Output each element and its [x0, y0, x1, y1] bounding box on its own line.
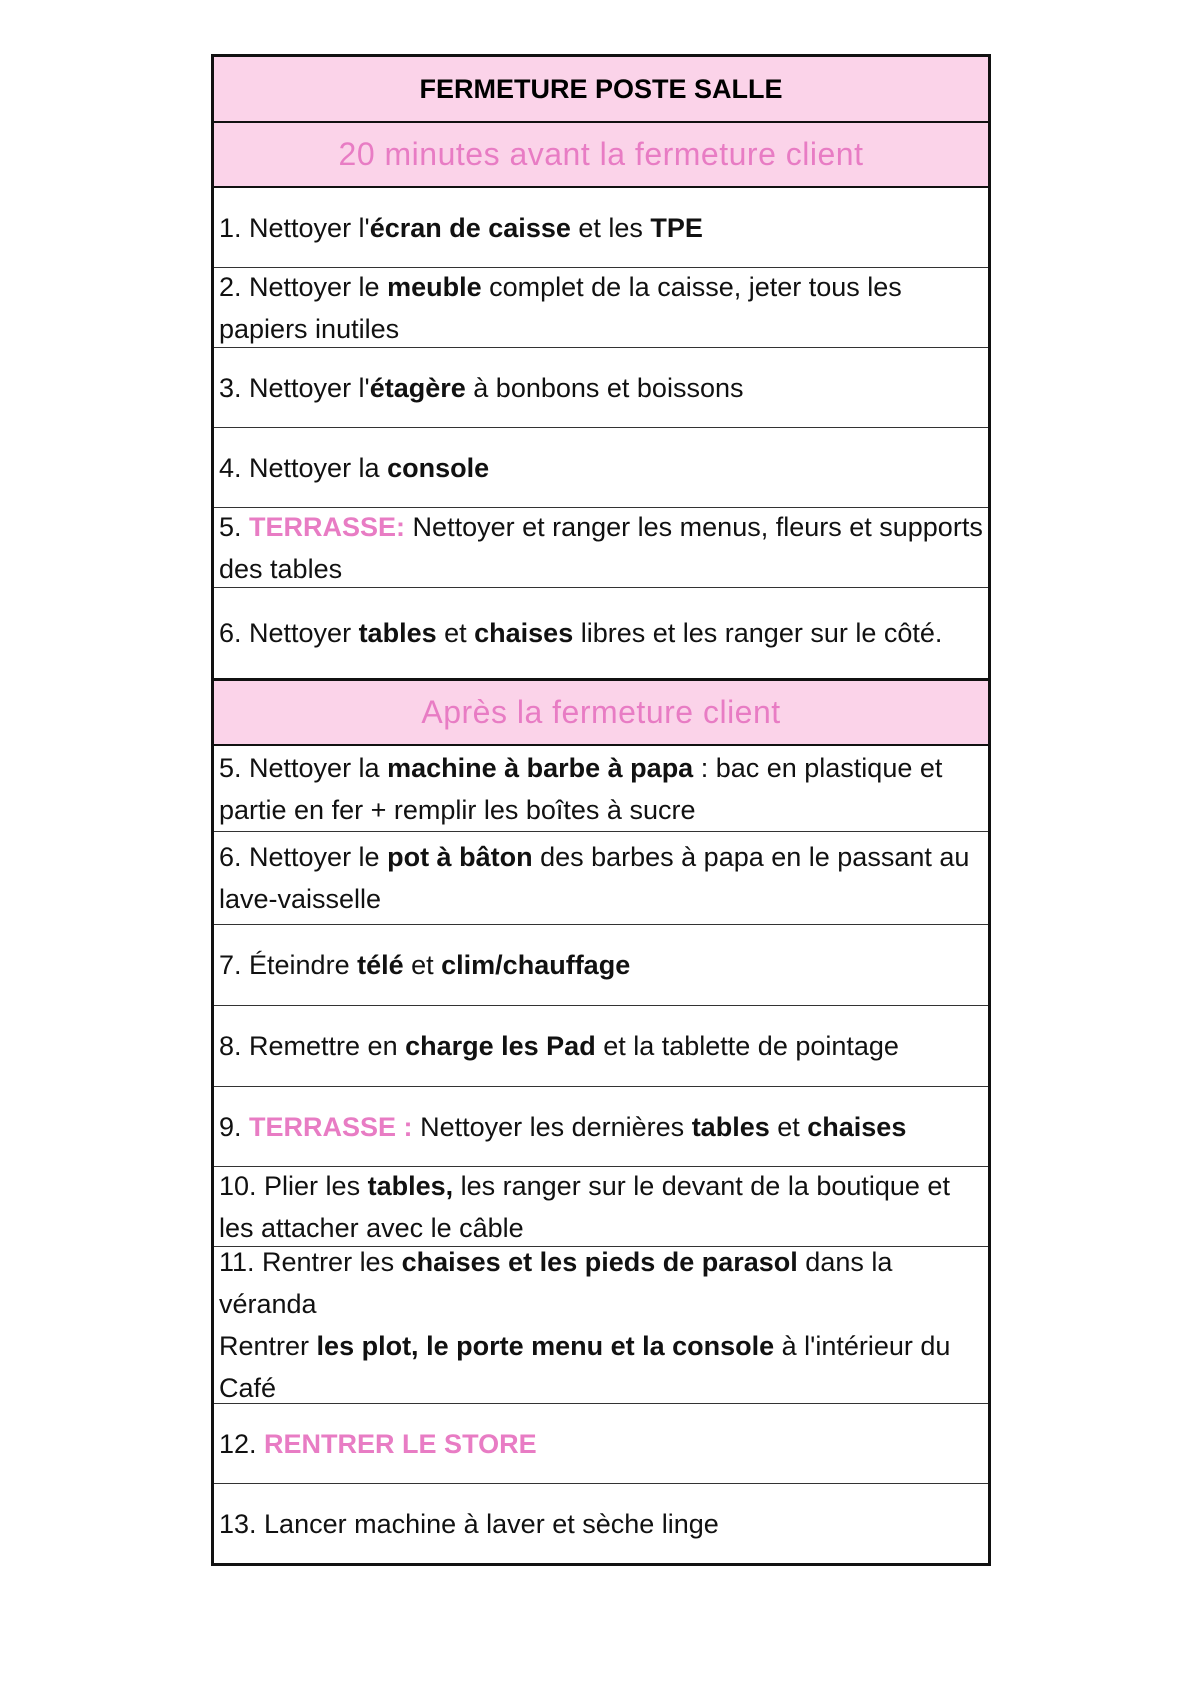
- task-text-segment: 13. Lancer machine à laver et sèche linge: [219, 1508, 719, 1539]
- task-text-segment: et: [769, 1111, 808, 1142]
- emphasis-text: meuble: [387, 271, 482, 302]
- task-row: [214, 588, 988, 681]
- task-row: [214, 508, 988, 588]
- task-text: [219, 1503, 719, 1545]
- task-text: [219, 506, 984, 590]
- task-row: [214, 1006, 988, 1087]
- task-text-segment: à bonbons et boissons: [465, 372, 744, 403]
- task-text: [219, 266, 984, 350]
- emphasis-text: TPE: [650, 212, 703, 243]
- emphasis-text: tables,: [367, 1170, 454, 1201]
- task-text-segment: 6. Nettoyer: [219, 618, 359, 648]
- task-row: [214, 428, 988, 508]
- task-text: [219, 1165, 984, 1249]
- task-text-segment: dans la véranda: [219, 1247, 893, 1319]
- emphasis-text: machine à barbe à papa: [387, 752, 694, 783]
- task-text-segment: 8. Remettre en: [219, 1031, 406, 1061]
- task-text: [219, 447, 489, 489]
- task-row: [214, 1484, 988, 1563]
- emphasis-text: charge les Pad: [405, 1031, 596, 1061]
- emphasis-text: étagère: [369, 372, 466, 403]
- task-text: [219, 1241, 984, 1409]
- task-text-segment: à l'intérieur du Café: [219, 1331, 951, 1403]
- page-title: FERMETURE POSTE SALLE: [214, 57, 988, 123]
- highlight-label: RENTRER LE STORE: [264, 1428, 537, 1459]
- task-row: [214, 268, 988, 348]
- task-text-segment: et les: [570, 212, 651, 243]
- task-text: [219, 747, 984, 831]
- task-text-segment: les ranger sur le devant de la boutique et les attacher avec le câble: [219, 1170, 950, 1243]
- task-text: [219, 944, 630, 986]
- emphasis-text: tables: [691, 1111, 770, 1142]
- emphasis-text: console: [387, 452, 490, 483]
- task-text-segment: 3. Nettoyer l': [219, 372, 370, 403]
- task-text-segment: 5. Nettoyer la: [219, 752, 388, 783]
- task-text-segment: : bac en plastique et partie en fer + remplir les boîtes à sucre: [219, 752, 943, 825]
- task-row: [214, 925, 988, 1006]
- task-text-segment: 12.: [219, 1428, 265, 1459]
- task-row: [214, 832, 988, 925]
- emphasis-text: tables: [358, 618, 437, 648]
- highlight-label: TERRASSE :: [249, 1111, 413, 1142]
- task-text-segment: 4. Nettoyer la: [219, 452, 388, 483]
- emphasis-text: pot à bâton: [387, 842, 533, 872]
- task-text: [219, 612, 942, 654]
- task-row: [214, 1087, 988, 1167]
- task-text-segment: 10. Plier les: [219, 1170, 368, 1201]
- task-row: [214, 1167, 988, 1247]
- task-text: [219, 367, 743, 409]
- section-heading-before-close: 20 minutes avant la fermeture client: [214, 123, 988, 188]
- task-row: [214, 1404, 988, 1484]
- task-text: [219, 1106, 906, 1148]
- highlight-label: TERRASSE:: [249, 511, 406, 542]
- task-text-segment: des barbes à papa en le passant au lave-vaisselle: [219, 842, 970, 914]
- emphasis-text: chaises et les pieds de parasol: [401, 1247, 798, 1277]
- emphasis-text: chaises: [474, 618, 574, 648]
- emphasis-text: écran de caisse: [369, 212, 571, 243]
- task-text-segment: Nettoyer les dernières: [412, 1111, 692, 1142]
- task-text: [219, 836, 984, 920]
- task-text-segment: complet de la caisse, jeter tous les papiers inutiles: [219, 271, 902, 344]
- task-text: [219, 1025, 899, 1067]
- task-text-segment: et la tablette de pointage: [595, 1031, 899, 1061]
- task-text-segment: 9.: [219, 1111, 250, 1142]
- task-row: [214, 1247, 988, 1404]
- task-row: [214, 746, 988, 832]
- task-row: [214, 188, 988, 268]
- task-text-segment: Nettoyer et ranger les menus, fleurs et supports des tables: [219, 511, 983, 584]
- emphasis-text: clim/chauffage: [441, 950, 631, 980]
- emphasis-text: télé: [357, 950, 404, 980]
- task-text-segment: 5.: [219, 511, 250, 542]
- checklist-table: [211, 54, 991, 1566]
- task-row: [214, 348, 988, 428]
- task-text-segment: libres et les ranger sur le côté.: [573, 618, 943, 648]
- task-text: [219, 207, 703, 249]
- task-text-segment: 6. Nettoyer le: [219, 842, 388, 872]
- emphasis-text: chaises: [807, 1111, 907, 1142]
- task-text-segment: Rentrer: [219, 1331, 317, 1361]
- task-text-segment: 11. Rentrer les: [219, 1247, 402, 1277]
- emphasis-text: les plot, le porte menu et la console: [316, 1331, 775, 1361]
- task-text-segment: et: [403, 950, 442, 980]
- task-text-segment: 7. Éteindre: [219, 950, 358, 980]
- section-heading-after-close: Après la fermeture client: [214, 681, 988, 746]
- task-text-segment: 2. Nettoyer le: [219, 271, 388, 302]
- task-text-segment: 1. Nettoyer l': [219, 212, 370, 243]
- task-text-segment: et: [436, 618, 475, 648]
- task-text: [219, 1423, 537, 1465]
